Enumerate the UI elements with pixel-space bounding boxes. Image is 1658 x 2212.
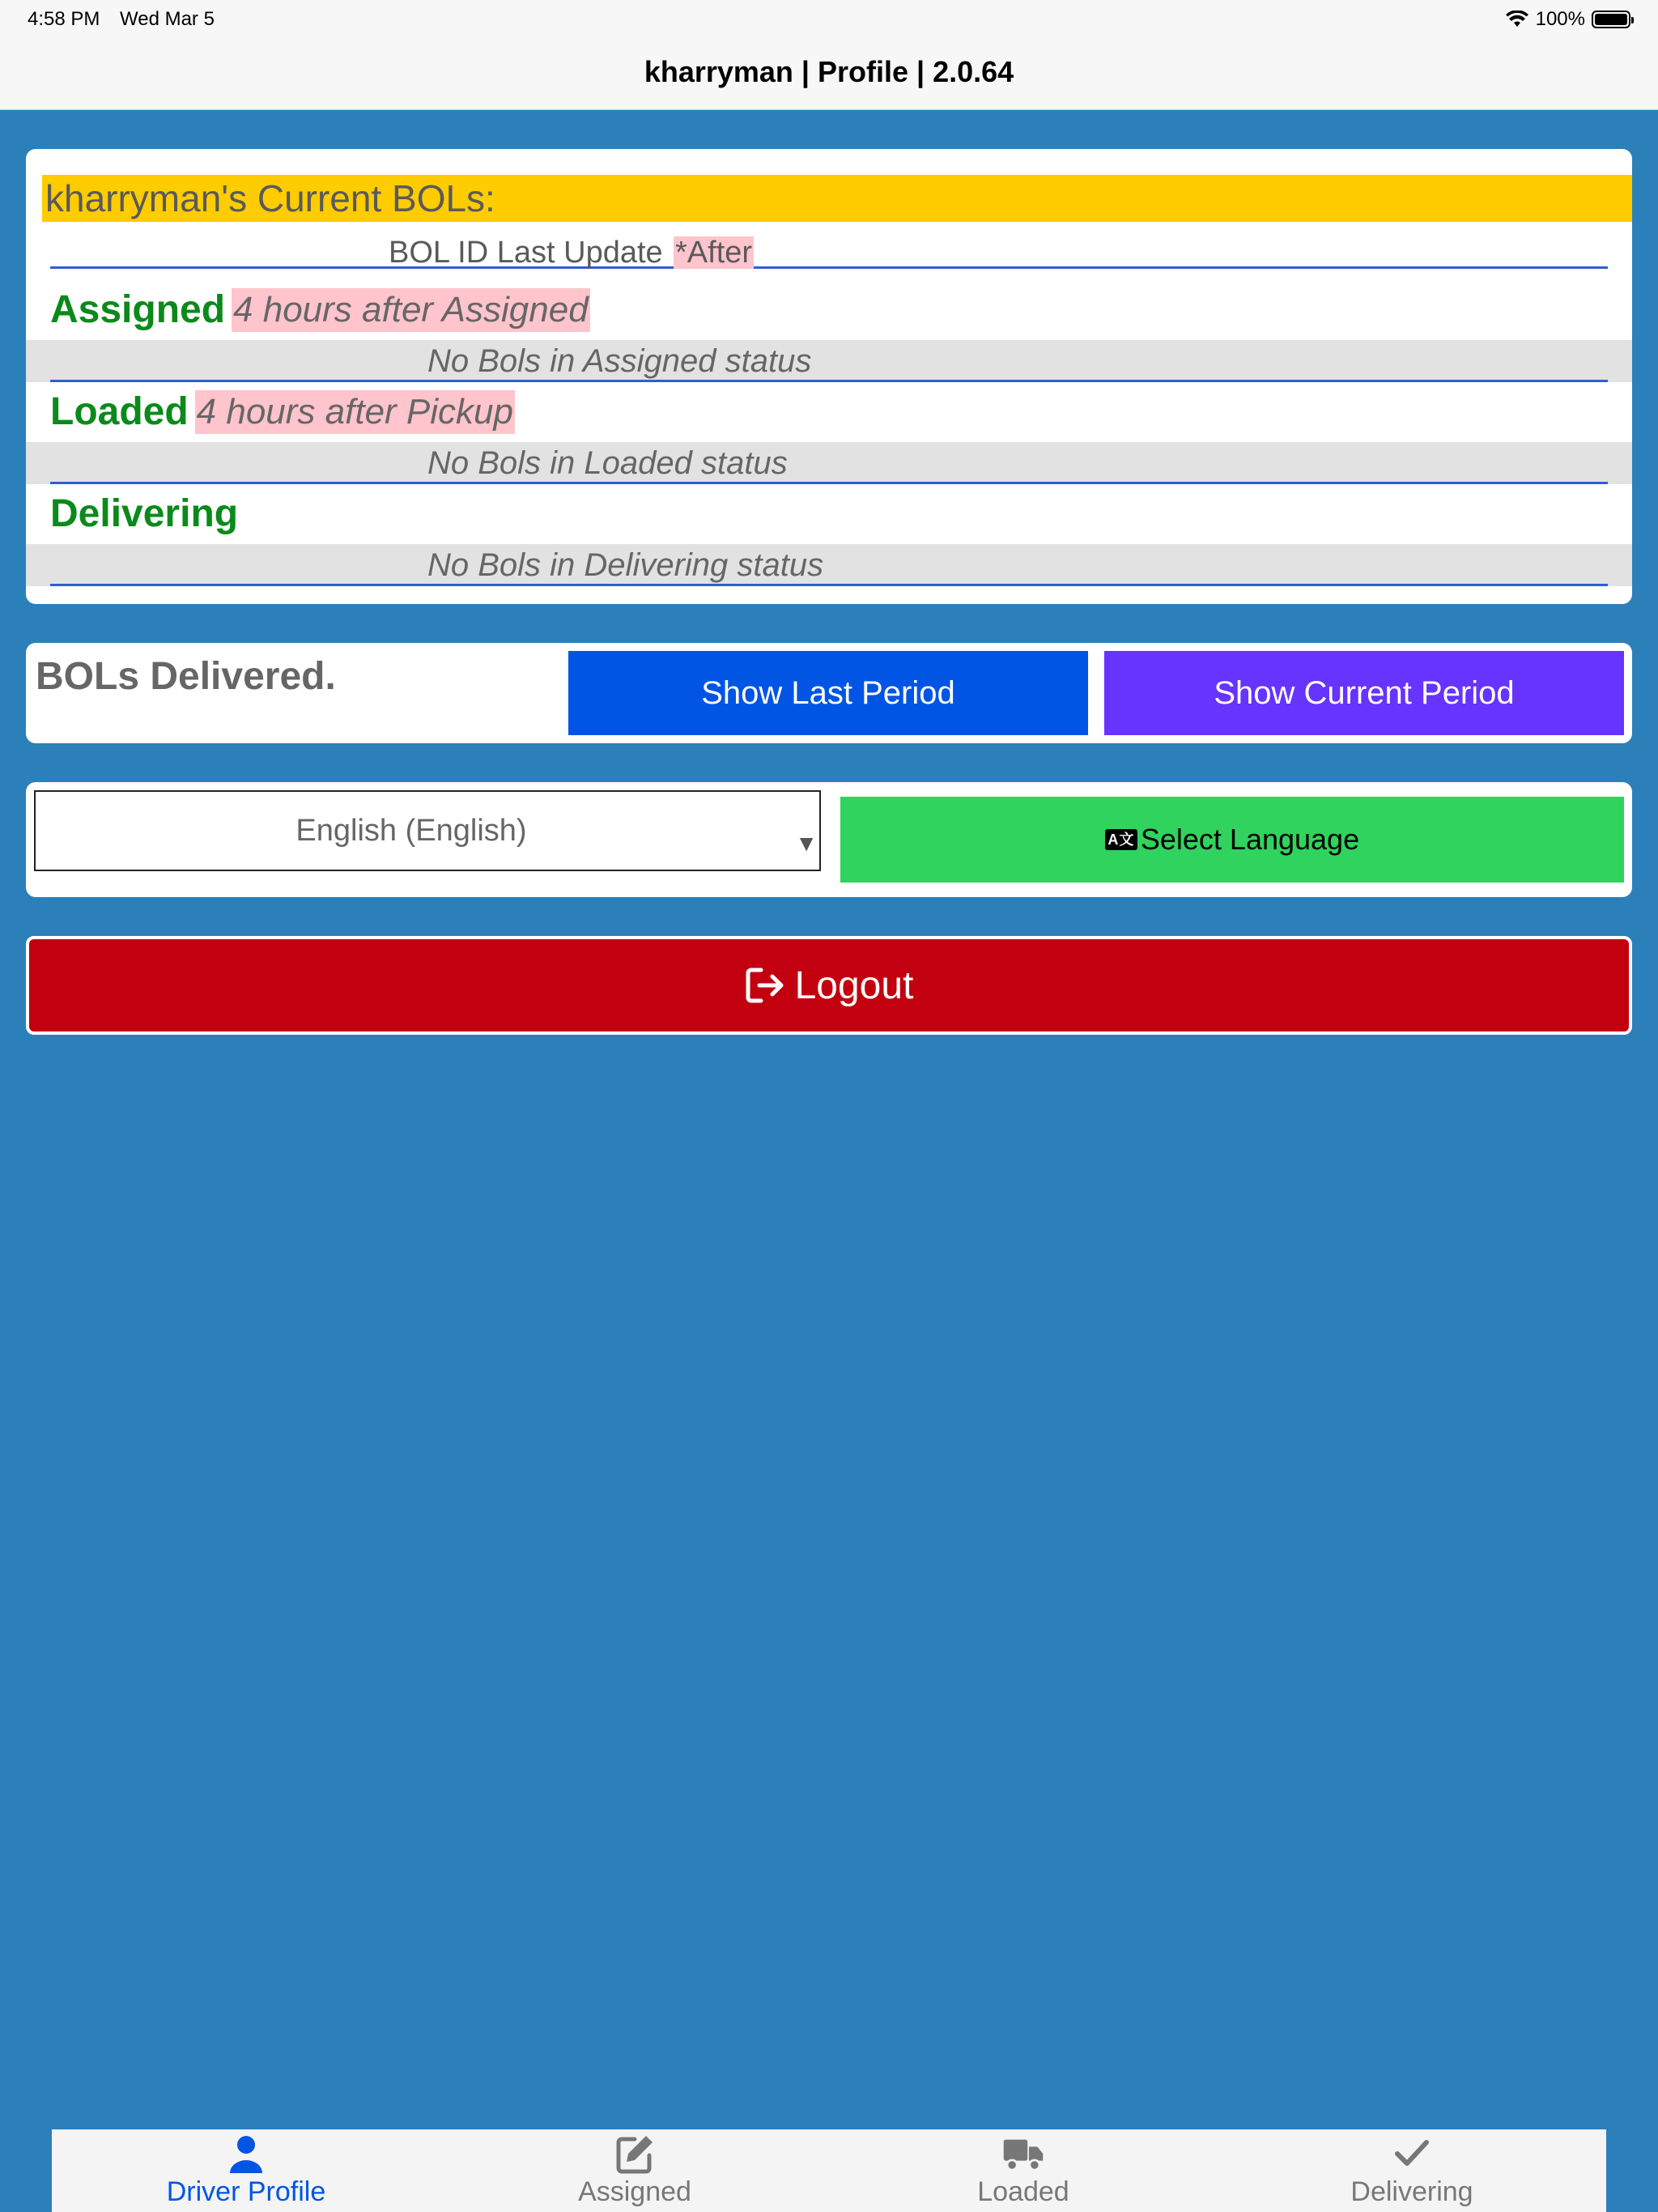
current-bols-card — [26, 149, 1632, 604]
assigned-label: Assigned — [50, 288, 226, 331]
loaded-label: Loaded — [50, 390, 189, 433]
chevron-down-icon: ▼ — [795, 831, 818, 856]
wifi-icon — [1505, 11, 1529, 28]
battery-icon — [1592, 11, 1630, 28]
language-card — [26, 782, 1632, 897]
check-icon — [1391, 2133, 1433, 2175]
assigned-empty-row — [26, 340, 1632, 382]
delivering-label: Delivering — [50, 492, 239, 535]
tab-label: Assigned — [578, 2176, 691, 2207]
edit-icon — [614, 2133, 656, 2175]
assigned-section-header — [50, 287, 590, 334]
select-language-label: Select Language — [1140, 823, 1360, 856]
tab-driver-profile[interactable] — [52, 2129, 440, 2212]
bols-delivered-card — [26, 643, 1632, 743]
show-current-period-button[interactable]: Show Current Period — [1104, 651, 1624, 735]
tab-delivering[interactable] — [1218, 2129, 1606, 2212]
language-select-value: English (English) — [295, 813, 527, 848]
loaded-empty-text: No Bols in Loaded status — [427, 445, 788, 481]
tab-label: Delivering — [1350, 2176, 1473, 2207]
assigned-empty-text: No Bols in Assigned status — [427, 343, 812, 379]
current-bols-header: kharryman's Current BOLs: — [42, 175, 1632, 222]
loaded-note: 4 hours after Pickup — [195, 390, 515, 434]
language-select[interactable] — [34, 790, 821, 871]
tab-bar — [52, 2129, 1606, 2212]
show-last-period-button[interactable]: Show Last Period — [568, 651, 1088, 735]
loaded-empty-row — [26, 442, 1632, 484]
logout-label: Logout — [794, 963, 914, 1007]
delivering-empty-text: No Bols in Delivering status — [427, 547, 824, 583]
tab-loaded[interactable] — [829, 2129, 1218, 2212]
battery-percent: 100% — [1535, 8, 1585, 30]
bol-columns-label: BOL ID Last Update — [389, 236, 663, 270]
bol-column-header — [50, 236, 1608, 269]
tab-label: Driver Profile — [166, 2176, 326, 2207]
logout-icon — [745, 967, 787, 1004]
after-label: *After — [675, 236, 753, 270]
truck-icon — [1002, 2133, 1044, 2175]
user-icon — [225, 2133, 267, 2175]
bols-delivered-title: BOLs Delivered. — [36, 655, 336, 698]
tab-label: Loaded — [977, 2176, 1069, 2207]
assigned-note: 4 hours after Assigned — [232, 288, 590, 332]
status-indicators — [1505, 6, 1630, 32]
logout-button[interactable] — [26, 936, 1632, 1035]
status-date: Wed Mar 5 — [120, 8, 215, 30]
top-bar — [0, 0, 1658, 110]
language-icon: A文 — [1105, 829, 1137, 850]
delivering-empty-row — [26, 544, 1632, 586]
status-time: 4:58 PM — [28, 8, 100, 30]
loaded-section-header — [50, 389, 515, 436]
delivering-section-header — [50, 491, 238, 538]
page-title: kharryman | Profile | 2.0.64 — [644, 55, 1014, 88]
select-language-button[interactable] — [840, 797, 1624, 883]
tab-assigned[interactable] — [440, 2129, 829, 2212]
